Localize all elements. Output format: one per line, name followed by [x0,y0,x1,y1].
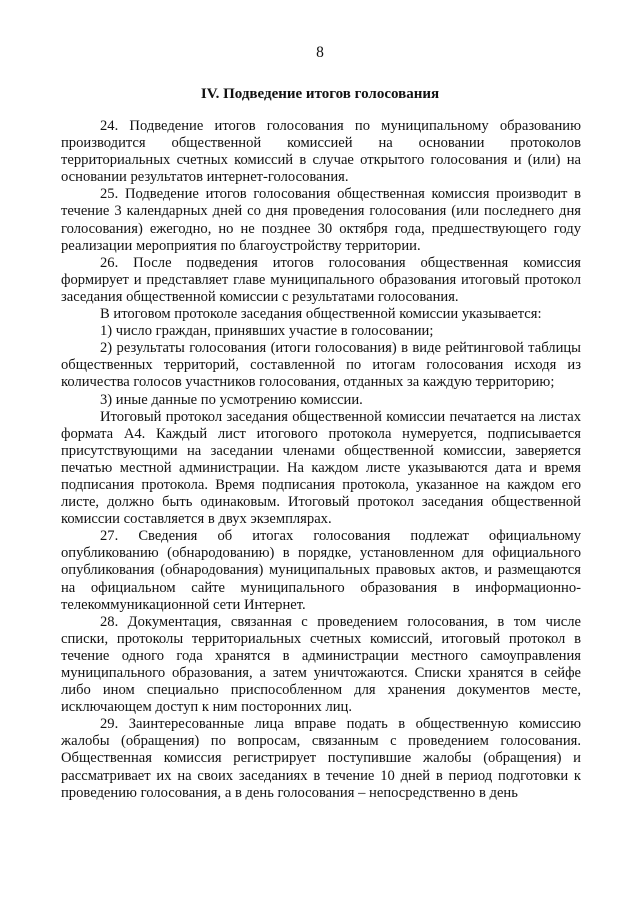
document-body [61,118,581,802]
paragraph-24: 24. Подведение итогов голосования по муниципальному образованию производится общественной комиссией на основании протоколов территориальных счетных комиссий в случае открытого голосования и (или) на основании результатов интернет-голосования. [61,118,581,186]
paragraph-27: 27. Сведения об итогах голосования подлежат официальному опубликованию (обнародованию) в порядке, установленном для официального опубликования (обнародования) муниципальных правовых актов, и размещаются на официальном сайте муниципального образования в информационно-телекоммуникационной сети Интернет. [61,528,581,613]
page-number: 8 [316,44,324,61]
paragraph-28: 28. Документация, связанная с проведением голосования, в том числе списки, протоколы территориальных счетных комиссий, итоговый протокол в течение одного года хранятся в администрации местного самоуправления муниципального образования, а затем уничтожаются. Списки хранятся в сейфе либо ином специально приспособленном для хранения документов месте, исключающем доступ к ним посторонних лиц. [61,613,581,716]
paragraph-protocol-contents: В итоговом протоколе заседания общественной комиссии указывается: [100,306,542,323]
list-item-2: 2) результаты голосования (итоги голосования) в виде рейтинговой таблицы общественных территорий, составленной по итогам голосования исходя из количества голосов участников голосования, отданных за каждую территорию; [61,340,581,391]
paragraph-26: 26. После подведения итогов голосования общественная комиссия формирует и представляет главе муниципального образования итоговый протокол заседания общественной комиссии с результатами голосования. [61,254,581,305]
section-title: IV. Подведение итогов голосования [200,86,440,102]
list-item-1: 1) число граждан, принявших участие в голосовании; [100,323,434,340]
paragraph-final-protocol: Итоговый протокол заседания общественной комиссии печатается на листах формата А4. Каждый лист итогового протокола нумеруется, подписывается присутствующими на заседании членами общественной комиссии, заверяется печатью местной администрации. На каждом листе указываются дата и время подписания протокола. Время подписания протокола, указанное на каждом его листе, должно быть одинаковым. Итоговый протокол заседания общественной комиссии составляется в двух экземплярах. [61,408,581,528]
paragraph-25: 25. Подведение итогов голосования общественная комиссия производит в течение 3 календарных дней со дня проведения голосования (или последнего дня голосования) ежегодно, но не позднее 30 октября года, предшествующего году реализации мероприятия по благоустройству территории. [61,186,581,254]
paragraph-29: 29. Заинтересованные лица вправе подать в общественную комиссию жалобы (обращения) по вопросам, связанным с проведением голосования. Общественная комиссия регистрирует поступившие жалобы (обращения) и рассматривает их на своих заседаниях в течение 10 дней в период подготовки к проведению голосования, а в день голосования – непосредственно в день [61,716,581,801]
list-item-3: 3) иные данные по усмотрению комиссии. [100,391,363,408]
